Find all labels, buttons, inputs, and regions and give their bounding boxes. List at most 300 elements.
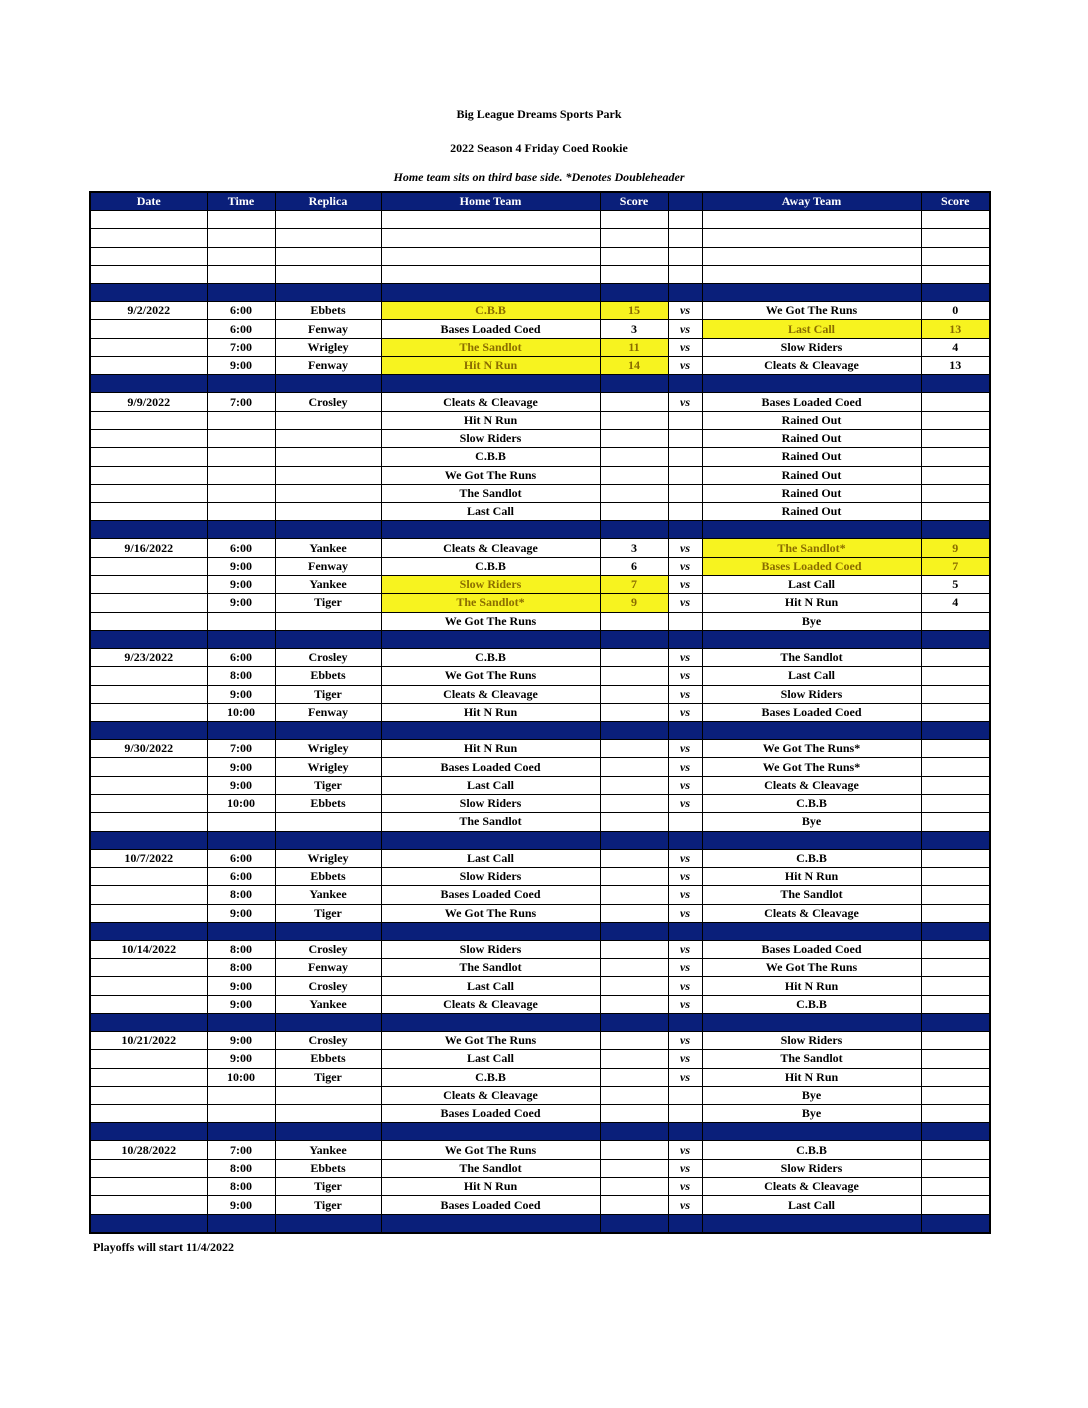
home-team-cell: Cleats & Cleavage — [381, 685, 600, 703]
replica-cell — [275, 1013, 381, 1031]
replica-cell: Yankee — [275, 995, 381, 1013]
replica-cell: Yankee — [275, 1141, 381, 1159]
home-team-cell: We Got The Runs — [381, 466, 600, 484]
table-row — [90, 1050, 990, 1068]
away-score-cell — [921, 375, 990, 393]
date-cell — [90, 776, 207, 794]
home-score-cell — [600, 904, 668, 922]
time-cell: 9:00 — [207, 557, 275, 575]
date-cell: 9/30/2022 — [90, 740, 207, 758]
replica-cell — [275, 831, 381, 849]
replica-cell: Tiger — [275, 1068, 381, 1086]
replica-cell — [275, 229, 381, 247]
time-cell — [207, 813, 275, 831]
col-header-away-score: Score — [921, 192, 990, 211]
table-row — [90, 320, 990, 338]
away-team-cell: Bye — [702, 612, 921, 630]
home-team-cell: Bases Loaded Coed — [381, 758, 600, 776]
away-team-cell: Bases Loaded Coed — [702, 940, 921, 958]
home-score-cell — [600, 1178, 668, 1196]
vs-cell: vs — [668, 795, 702, 813]
home-score-cell — [600, 429, 668, 447]
replica-cell — [275, 265, 381, 283]
home-score-cell — [600, 265, 668, 283]
home-team-cell — [381, 265, 600, 283]
date-cell: 10/7/2022 — [90, 849, 207, 867]
away-team-cell: Cleats & Cleavage — [702, 904, 921, 922]
replica-cell: Crosley — [275, 1031, 381, 1049]
home-score-cell — [600, 284, 668, 302]
table-row — [90, 302, 990, 320]
replica-cell: Crosley — [275, 648, 381, 666]
home-team-cell: Last Call — [381, 849, 600, 867]
time-cell: 8:00 — [207, 959, 275, 977]
vs-cell — [668, 466, 702, 484]
home-score-cell — [600, 612, 668, 630]
away-team-cell — [702, 521, 921, 539]
table-row — [90, 886, 990, 904]
table-row — [90, 1159, 990, 1177]
date-cell — [90, 813, 207, 831]
replica-cell: Ebbets — [275, 795, 381, 813]
date-cell — [90, 357, 207, 375]
date-cell: 10/21/2022 — [90, 1031, 207, 1049]
time-cell — [207, 284, 275, 302]
away-score-cell: 4 — [921, 594, 990, 612]
date-cell — [90, 375, 207, 393]
vs-cell — [668, 484, 702, 502]
home-score-cell: 11 — [600, 338, 668, 356]
vs-cell — [668, 1013, 702, 1031]
away-score-cell — [921, 849, 990, 867]
away-team-cell: We Got The Runs — [702, 302, 921, 320]
time-cell: 10:00 — [207, 703, 275, 721]
home-team-cell: Cleats & Cleavage — [381, 1086, 600, 1104]
date-cell — [90, 630, 207, 648]
time-cell: 9:00 — [207, 685, 275, 703]
away-team-cell: Slow Riders — [702, 1159, 921, 1177]
time-cell — [207, 1214, 275, 1233]
vs-cell — [668, 247, 702, 265]
date-cell — [90, 722, 207, 740]
date-cell — [90, 795, 207, 813]
away-score-cell — [921, 1159, 990, 1177]
away-team-cell: Slow Riders — [702, 685, 921, 703]
vs-cell: vs — [668, 1050, 702, 1068]
week-separator-row — [90, 375, 990, 393]
away-score-cell — [921, 1068, 990, 1086]
home-team-cell: The Sandlot — [381, 1159, 600, 1177]
table-row — [90, 1196, 990, 1214]
vs-cell — [668, 411, 702, 429]
time-cell: 8:00 — [207, 667, 275, 685]
away-score-cell — [921, 1196, 990, 1214]
replica-cell — [275, 722, 381, 740]
vs-cell — [668, 521, 702, 539]
away-score-cell — [921, 521, 990, 539]
date-cell — [90, 338, 207, 356]
away-score-cell: 4 — [921, 338, 990, 356]
away-score-cell — [921, 703, 990, 721]
vs-cell — [668, 831, 702, 849]
blank-row — [90, 247, 990, 265]
vs-cell: vs — [668, 357, 702, 375]
vs-cell — [668, 375, 702, 393]
date-cell — [90, 1105, 207, 1123]
home-team-cell — [381, 211, 600, 229]
home-team-cell: Bases Loaded Coed — [381, 886, 600, 904]
home-team-cell: The Sandlot — [381, 484, 600, 502]
time-cell: 6:00 — [207, 320, 275, 338]
date-cell — [90, 411, 207, 429]
table-row — [90, 539, 990, 557]
week-separator-row — [90, 1013, 990, 1031]
vs-cell — [668, 229, 702, 247]
date-cell — [90, 484, 207, 502]
replica-cell — [275, 612, 381, 630]
vs-cell — [668, 1086, 702, 1104]
replica-cell: Crosley — [275, 977, 381, 995]
time-cell: 9:00 — [207, 904, 275, 922]
home-team-cell: Slow Riders — [381, 940, 600, 958]
replica-cell: Crosley — [275, 393, 381, 411]
vs-cell — [668, 503, 702, 521]
replica-cell — [275, 429, 381, 447]
date-cell — [90, 612, 207, 630]
away-team-cell: The Sandlot — [702, 886, 921, 904]
date-cell — [90, 831, 207, 849]
replica-cell — [275, 375, 381, 393]
home-team-cell: Hit N Run — [381, 703, 600, 721]
col-header-home-team: Home Team — [381, 192, 600, 211]
home-team-cell: C.B.B — [381, 557, 600, 575]
away-score-cell — [921, 503, 990, 521]
home-team-cell: C.B.B — [381, 648, 600, 666]
away-score-cell — [921, 1214, 990, 1233]
home-score-cell — [600, 1105, 668, 1123]
time-cell: 6:00 — [207, 539, 275, 557]
table-row — [90, 776, 990, 794]
home-team-cell: Bases Loaded Coed — [381, 1196, 600, 1214]
away-team-cell — [702, 284, 921, 302]
away-score-cell: 9 — [921, 539, 990, 557]
away-team-cell: Hit N Run — [702, 977, 921, 995]
home-score-cell — [600, 995, 668, 1013]
vs-cell: vs — [668, 648, 702, 666]
schedule-table — [89, 191, 991, 1234]
date-cell — [90, 1178, 207, 1196]
replica-cell: Ebbets — [275, 867, 381, 885]
home-score-cell — [600, 1031, 668, 1049]
away-score-cell — [921, 667, 990, 685]
time-cell — [207, 411, 275, 429]
away-team-cell — [702, 375, 921, 393]
away-team-cell — [702, 722, 921, 740]
replica-cell: Tiger — [275, 776, 381, 794]
table-row — [90, 338, 990, 356]
home-score-cell — [600, 503, 668, 521]
home-score-cell — [600, 521, 668, 539]
date-cell — [90, 503, 207, 521]
replica-cell: Yankee — [275, 886, 381, 904]
home-team-cell: C.B.B — [381, 1068, 600, 1086]
away-score-cell — [921, 867, 990, 885]
home-score-cell — [600, 722, 668, 740]
table-row — [90, 959, 990, 977]
away-score-cell — [921, 977, 990, 995]
time-cell: 7:00 — [207, 393, 275, 411]
table-row — [90, 703, 990, 721]
away-score-cell — [921, 429, 990, 447]
time-cell: 7:00 — [207, 740, 275, 758]
away-score-cell — [921, 1141, 990, 1159]
time-cell — [207, 722, 275, 740]
away-score-cell — [921, 940, 990, 958]
vs-cell — [668, 630, 702, 648]
away-score-cell — [921, 466, 990, 484]
time-cell — [207, 1086, 275, 1104]
vs-cell: vs — [668, 867, 702, 885]
away-team-cell: Bases Loaded Coed — [702, 703, 921, 721]
away-score-cell: 0 — [921, 302, 990, 320]
time-cell: 6:00 — [207, 648, 275, 666]
away-team-cell — [702, 229, 921, 247]
home-team-cell — [381, 922, 600, 940]
away-score-cell — [921, 265, 990, 283]
table-row — [90, 1141, 990, 1159]
away-score-cell — [921, 758, 990, 776]
home-team-cell: Slow Riders — [381, 429, 600, 447]
time-cell: 8:00 — [207, 886, 275, 904]
date-cell — [90, 320, 207, 338]
week-separator-row — [90, 922, 990, 940]
vs-cell: vs — [668, 576, 702, 594]
home-team-cell: Hit N Run — [381, 357, 600, 375]
date-cell — [90, 229, 207, 247]
replica-cell: Wrigley — [275, 758, 381, 776]
home-score-cell — [600, 867, 668, 885]
home-team-cell: Bases Loaded Coed — [381, 1105, 600, 1123]
table-row — [90, 357, 990, 375]
replica-cell: Ebbets — [275, 1159, 381, 1177]
date-cell — [90, 521, 207, 539]
home-score-cell — [600, 959, 668, 977]
replica-cell — [275, 1123, 381, 1141]
date-cell — [90, 211, 207, 229]
replica-cell: Tiger — [275, 594, 381, 612]
playoffs-note: Playoffs will start 11/4/2022 — [93, 1240, 234, 1254]
vs-cell: vs — [668, 758, 702, 776]
away-score-cell — [921, 630, 990, 648]
home-score-cell — [600, 940, 668, 958]
time-cell — [207, 466, 275, 484]
date-cell — [90, 594, 207, 612]
home-team-cell: Slow Riders — [381, 867, 600, 885]
replica-cell: Ebbets — [275, 667, 381, 685]
vs-cell: vs — [668, 740, 702, 758]
away-score-cell: 5 — [921, 576, 990, 594]
date-cell — [90, 429, 207, 447]
home-team-cell: Cleats & Cleavage — [381, 539, 600, 557]
vs-cell — [668, 284, 702, 302]
blank-row — [90, 211, 990, 229]
replica-cell — [275, 521, 381, 539]
time-cell: 8:00 — [207, 940, 275, 958]
home-team-cell: The Sandlot — [381, 813, 600, 831]
away-team-cell — [702, 831, 921, 849]
away-team-cell: Hit N Run — [702, 1068, 921, 1086]
time-cell: 7:00 — [207, 338, 275, 356]
replica-cell: Wrigley — [275, 849, 381, 867]
table-row — [90, 1105, 990, 1123]
table-row — [90, 1031, 990, 1049]
col-header-away-team: Away Team — [702, 192, 921, 211]
home-score-cell — [600, 758, 668, 776]
vs-cell — [668, 448, 702, 466]
time-cell — [207, 1013, 275, 1031]
vs-cell: vs — [668, 1178, 702, 1196]
away-team-cell: Bye — [702, 1105, 921, 1123]
time-cell: 9:00 — [207, 977, 275, 995]
replica-cell: Tiger — [275, 904, 381, 922]
replica-cell: Fenway — [275, 320, 381, 338]
blank-row — [90, 265, 990, 283]
home-score-cell — [600, 849, 668, 867]
away-score-cell — [921, 411, 990, 429]
home-team-cell — [381, 247, 600, 265]
home-team-cell: Last Call — [381, 503, 600, 521]
replica-cell: Fenway — [275, 357, 381, 375]
vs-cell: vs — [668, 685, 702, 703]
date-cell: 10/28/2022 — [90, 1141, 207, 1159]
away-score-cell — [921, 211, 990, 229]
home-score-cell: 3 — [600, 539, 668, 557]
date-cell — [90, 1068, 207, 1086]
vs-cell: vs — [668, 1141, 702, 1159]
away-team-cell: Bases Loaded Coed — [702, 393, 921, 411]
home-score-cell — [600, 411, 668, 429]
away-team-cell — [702, 247, 921, 265]
col-header-replica: Replica — [275, 192, 381, 211]
table-row — [90, 758, 990, 776]
table-row — [90, 1178, 990, 1196]
vs-cell: vs — [668, 977, 702, 995]
away-team-cell: Slow Riders — [702, 338, 921, 356]
replica-cell — [275, 813, 381, 831]
vs-cell: vs — [668, 886, 702, 904]
replica-cell — [275, 1105, 381, 1123]
replica-cell: Tiger — [275, 685, 381, 703]
table-row — [90, 576, 990, 594]
date-cell — [90, 557, 207, 575]
vs-cell: vs — [668, 1196, 702, 1214]
replica-cell — [275, 247, 381, 265]
table-row — [90, 503, 990, 521]
vs-cell: vs — [668, 667, 702, 685]
home-team-cell: The Sandlot* — [381, 594, 600, 612]
away-team-cell: Cleats & Cleavage — [702, 776, 921, 794]
vs-cell: vs — [668, 594, 702, 612]
vs-cell: vs — [668, 1159, 702, 1177]
away-score-cell — [921, 740, 990, 758]
away-score-cell — [921, 922, 990, 940]
time-cell — [207, 630, 275, 648]
table-row — [90, 995, 990, 1013]
table-row — [90, 1086, 990, 1104]
away-team-cell: We Got The Runs* — [702, 758, 921, 776]
vs-cell: vs — [668, 557, 702, 575]
replica-cell — [275, 466, 381, 484]
away-score-cell — [921, 448, 990, 466]
date-cell: 10/14/2022 — [90, 940, 207, 958]
date-cell: 9/23/2022 — [90, 648, 207, 666]
away-team-cell — [702, 630, 921, 648]
date-cell — [90, 1050, 207, 1068]
away-score-cell — [921, 484, 990, 502]
vs-cell — [668, 1214, 702, 1233]
date-cell — [90, 1214, 207, 1233]
away-team-cell — [702, 265, 921, 283]
away-score-cell — [921, 995, 990, 1013]
table-row — [90, 466, 990, 484]
away-score-cell — [921, 229, 990, 247]
home-team-cell: Slow Riders — [381, 576, 600, 594]
time-cell — [207, 247, 275, 265]
away-score-cell — [921, 959, 990, 977]
date-cell — [90, 466, 207, 484]
away-team-cell: C.B.B — [702, 795, 921, 813]
date-cell — [90, 667, 207, 685]
away-team-cell: Rained Out — [702, 448, 921, 466]
away-team-cell: Last Call — [702, 576, 921, 594]
time-cell: 9:00 — [207, 1031, 275, 1049]
home-score-cell — [600, 1013, 668, 1031]
date-cell — [90, 1159, 207, 1177]
home-score-cell — [600, 630, 668, 648]
vs-cell — [668, 265, 702, 283]
replica-cell — [275, 448, 381, 466]
home-team-cell — [381, 521, 600, 539]
away-team-cell: Bases Loaded Coed — [702, 557, 921, 575]
date-cell — [90, 265, 207, 283]
time-cell — [207, 1105, 275, 1123]
table-row — [90, 1068, 990, 1086]
away-score-cell — [921, 904, 990, 922]
away-team-cell: Bye — [702, 1086, 921, 1104]
home-score-cell — [600, 667, 668, 685]
date-cell — [90, 685, 207, 703]
home-score-cell — [600, 831, 668, 849]
home-score-cell — [600, 685, 668, 703]
replica-cell: Tiger — [275, 1196, 381, 1214]
time-cell: 9:00 — [207, 758, 275, 776]
away-team-cell: Rained Out — [702, 484, 921, 502]
home-team-cell: Last Call — [381, 1050, 600, 1068]
date-cell — [90, 703, 207, 721]
table-row — [90, 594, 990, 612]
home-team-cell: The Sandlot — [381, 959, 600, 977]
vs-cell — [668, 722, 702, 740]
replica-cell: Crosley — [275, 940, 381, 958]
date-cell — [90, 1013, 207, 1031]
away-team-cell — [702, 211, 921, 229]
away-team-cell: Last Call — [702, 320, 921, 338]
vs-cell — [668, 1105, 702, 1123]
home-score-cell — [600, 813, 668, 831]
table-row — [90, 904, 990, 922]
vs-cell — [668, 813, 702, 831]
time-cell: 8:00 — [207, 1178, 275, 1196]
